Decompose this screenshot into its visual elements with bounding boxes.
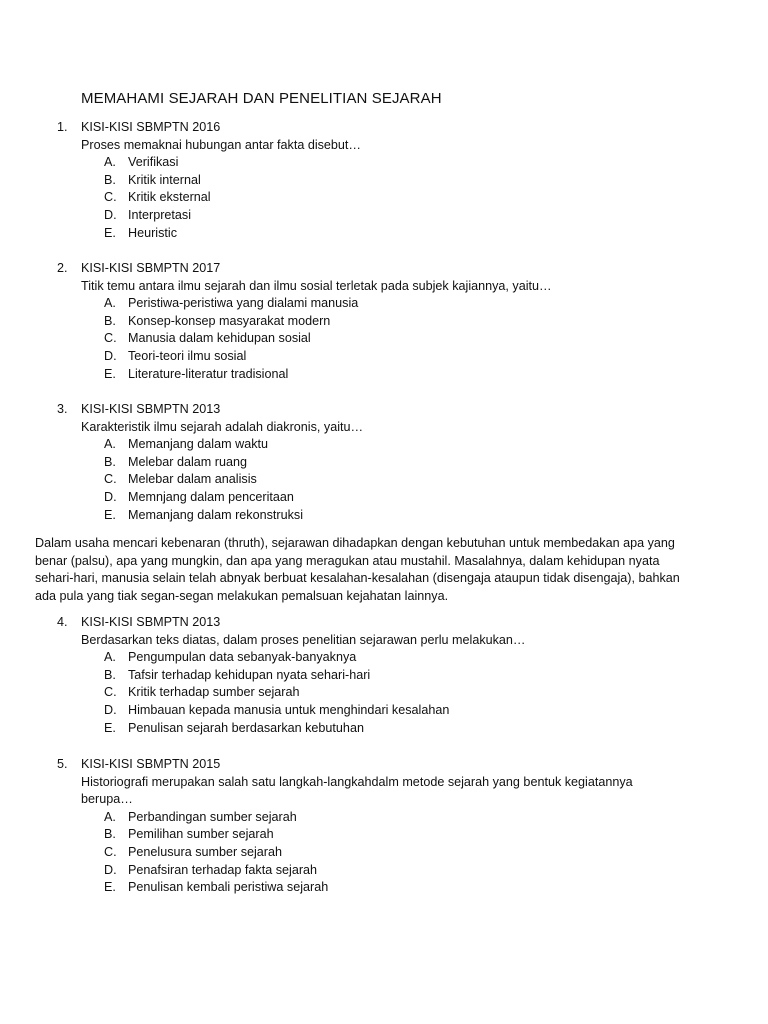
question-2: [0, 260, 768, 383]
option-letter: A.: [104, 809, 116, 824]
option-text: Konsep-konsep masyarakat modern: [128, 313, 331, 328]
option-text: Pengumpulan data sebanyak-banyaknya: [128, 650, 357, 665]
option-letter: E.: [104, 225, 116, 240]
option-text: Teori-teori ilmu sosial: [128, 348, 247, 363]
option-a: [0, 809, 768, 827]
question-text: Proses memaknai hubungan antar fakta disebut…: [81, 137, 362, 152]
option-text: Peristiwa-peristiwa yang dialami manusia: [128, 296, 359, 311]
question-text: Berdasarkan teks diatas, dalam proses penelitian sejarawan perlu melakukan…: [81, 632, 526, 647]
question-1: [0, 119, 768, 242]
option-letter: E.: [104, 366, 116, 381]
option-c: [0, 471, 768, 489]
option-e: [0, 720, 768, 738]
option-text: Memanjang dalam waktu: [128, 437, 269, 452]
option-e: [0, 879, 768, 897]
option-c: [0, 844, 768, 862]
option-letter: A.: [104, 155, 116, 170]
option-text: Kritik eksternal: [128, 190, 211, 205]
question-5: [0, 756, 768, 897]
option-text: Penafsiran terhadap fakta sejarah: [128, 862, 318, 877]
reading-passage: Dalam usaha mencari kebenaran (thruth), sejarawan dihadapkan dengan kebutuhan untuk membedakan apa yang benar (palsu), apa yang mungkin, dan apa yang meragukan atau mustahil. Masalahnya, dalam kehidupan nyata sehari-hari, manusia selain telah abnyak berbuat kesalahan-kesalahan (disengaja ataupun tidak disengaja), bahkan ada pula yang tiak segan-segan melakukan pemalsuan kejahatan lainnya.: [35, 536, 680, 603]
option-text: Penulisan sejarah berdasarkan kebutuhan: [128, 720, 364, 735]
option-letter: A.: [104, 296, 116, 311]
option-text: Penelusura sumber sejarah: [128, 844, 283, 859]
option-text: Heuristic: [128, 225, 177, 240]
option-text: Interpretasi: [128, 207, 191, 222]
option-letter: D.: [104, 862, 117, 877]
question-header: [0, 401, 768, 419]
question-source-label: KISI-KISI SBMPTN 2016: [81, 120, 221, 134]
question-source-label: KISI-KISI SBMPTN 2013: [81, 402, 221, 416]
option-text: Himbauan kepada manusia untuk menghindari kesalahan: [128, 702, 450, 717]
option-letter: E.: [104, 507, 116, 522]
option-a: [0, 436, 768, 454]
option-b: [0, 826, 768, 844]
option-text: Penulisan kembali peristiwa sejarah: [128, 880, 329, 895]
option-letter: D.: [104, 348, 117, 363]
option-e: [0, 366, 768, 384]
option-b: [0, 667, 768, 685]
question-3: [0, 401, 768, 524]
option-letter: D.: [104, 207, 117, 222]
option-letter: D.: [104, 702, 117, 717]
option-letter: C.: [104, 844, 117, 859]
option-text: Melebar dalam analisis: [128, 472, 257, 487]
question-header: [0, 756, 768, 774]
question-header: [0, 119, 768, 137]
question-text: Karakteristik ilmu sejarah adalah diakronis, yaitu…: [81, 419, 364, 434]
option-text: Kritik internal: [128, 172, 201, 187]
option-letter: C.: [104, 331, 117, 346]
option-text: Memnjang dalam penceritaan: [128, 489, 294, 504]
option-text: Pemilihan sumber sejarah: [128, 827, 274, 842]
option-letter: C.: [104, 685, 117, 700]
option-text: Manusia dalam kehidupan sosial: [128, 331, 311, 346]
option-d: [0, 862, 768, 880]
option-text: Literature-literatur tradisional: [128, 366, 289, 381]
option-d: [0, 702, 768, 720]
option-text: Kritik terhadap sumber sejarah: [128, 685, 300, 700]
option-c: [0, 684, 768, 702]
option-letter: E.: [104, 880, 116, 895]
option-list: [0, 809, 768, 897]
question-number: 3.: [57, 402, 68, 416]
option-letter: B.: [104, 827, 116, 842]
option-letter: B.: [104, 667, 116, 682]
question-source-label: KISI-KISI SBMPTN 2015: [81, 757, 221, 771]
option-letter: A.: [104, 437, 116, 452]
option-text: Tafsir terhadap kehidupan nyata sehari-hari: [128, 667, 371, 682]
option-e: [0, 507, 768, 525]
option-c: [0, 330, 768, 348]
option-list: [0, 649, 768, 737]
option-letter: B.: [104, 454, 116, 469]
option-text: Memanjang dalam rekonstruksi: [128, 507, 303, 522]
option-text: Melebar dalam ruang: [128, 454, 248, 469]
option-letter: B.: [104, 313, 116, 328]
question-text: Historiografi merupakan salah satu langkah-langkahdalm metode sejarah yang bentuk kegiatannya berupa…: [81, 774, 633, 807]
option-a: [0, 649, 768, 667]
page-title: MEMAHAMI SEJARAH DAN PENELITIAN SEJARAH: [81, 90, 442, 107]
option-letter: C.: [104, 472, 117, 487]
option-a: [0, 154, 768, 172]
option-c: [0, 189, 768, 207]
option-list: [0, 154, 768, 242]
option-letter: C.: [104, 190, 117, 205]
option-text: Verifikasi: [128, 155, 179, 170]
question-number: 4.: [57, 615, 68, 629]
question-4: [0, 614, 768, 737]
question-source-label: KISI-KISI SBMPTN 2013: [81, 615, 221, 629]
option-b: [0, 172, 768, 190]
option-list: [0, 436, 768, 524]
option-letter: A.: [104, 650, 116, 665]
option-d: [0, 207, 768, 225]
option-b: [0, 454, 768, 472]
option-d: [0, 489, 768, 507]
question-text: Titik temu antara ilmu sejarah dan ilmu sosial terletak pada subjek kajiannya, yaitu…: [81, 278, 552, 293]
question-number: 2.: [57, 261, 68, 275]
question-header: [0, 614, 768, 632]
option-e: [0, 225, 768, 243]
option-text: Perbandingan sumber sejarah: [128, 809, 297, 824]
question-source-label: KISI-KISI SBMPTN 2017: [81, 261, 221, 275]
option-list: [0, 295, 768, 383]
question-header: [0, 260, 768, 278]
option-b: [0, 313, 768, 331]
question-number: 5.: [57, 757, 68, 771]
question-number: 1.: [57, 120, 68, 134]
option-d: [0, 348, 768, 366]
option-letter: D.: [104, 489, 117, 504]
option-letter: E.: [104, 720, 116, 735]
option-letter: B.: [104, 172, 116, 187]
option-a: [0, 295, 768, 313]
